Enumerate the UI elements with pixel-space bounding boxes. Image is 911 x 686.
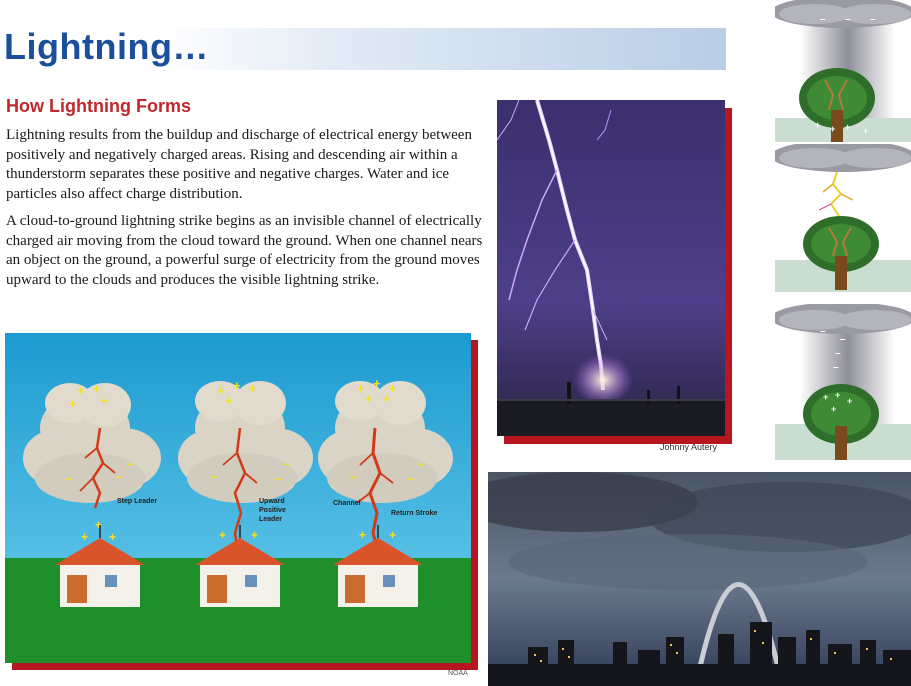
svg-text:+: + — [100, 393, 108, 408]
svg-text:+: + — [845, 122, 851, 132]
label-return-stroke: Return Stroke — [391, 510, 438, 517]
paragraph-charge-buildup: Lightning results from the buildup and discharge of electrical energy between positively and negatively charged areas. Rising and descending air within a thunderstorm separates these positive and negative charges. Water and ice particles also affect charge distribution. — [6, 127, 472, 202]
svg-text:–: – — [833, 362, 839, 373]
svg-text:–: – — [350, 469, 358, 484]
svg-text:+: + — [81, 530, 89, 544]
svg-text:+: + — [389, 528, 397, 542]
section-heading: How Lightning Forms — [6, 96, 191, 116]
svg-text:+: + — [365, 391, 373, 406]
svg-text:+: + — [389, 381, 397, 396]
svg-text:+: + — [95, 518, 103, 532]
city-storm-graphic — [488, 472, 911, 686]
svg-text:+: + — [77, 383, 85, 398]
svg-text:+: + — [831, 404, 837, 414]
svg-text:+: + — [251, 528, 259, 542]
svg-text:–: – — [283, 456, 291, 471]
side-panel-3-graphic — [775, 304, 911, 460]
svg-text:+: + — [217, 383, 225, 398]
lightning-photo — [497, 100, 725, 436]
svg-text:–: – — [820, 326, 826, 337]
svg-text:+: + — [249, 381, 257, 396]
svg-text:–: – — [275, 471, 283, 486]
svg-text:–: – — [835, 348, 841, 359]
svg-text:+: + — [225, 393, 233, 408]
svg-text:+: + — [847, 396, 853, 406]
svg-text:+: + — [863, 126, 869, 136]
svg-text:+: + — [373, 376, 381, 391]
svg-text:–: – — [870, 14, 876, 25]
lightning-formation-diagram — [5, 333, 471, 663]
svg-text:+: + — [69, 396, 77, 411]
svg-text:+: + — [359, 528, 367, 542]
side-panel-charge-separation — [775, 0, 911, 142]
svg-text:+: + — [357, 381, 365, 396]
svg-text:+: + — [823, 392, 829, 402]
diagram-graphic — [5, 333, 471, 663]
svg-text:–: – — [845, 14, 851, 25]
svg-text:+: + — [835, 390, 841, 400]
svg-text:+: + — [219, 528, 227, 542]
paragraph-strike-process: A cloud-to-ground lightning strike begins as an invisible channel of electrically charged air moving from the cloud toward the ground. When one channel nears an object on the ground, a powerful surge of electricity from the ground moves upward to the clouds and produces the visible lightning strike. — [6, 213, 483, 288]
label-step-leader: Step Leader — [117, 498, 158, 505]
photo-credit: Johnny Autery — [660, 442, 718, 452]
svg-text:+: + — [109, 530, 117, 544]
label-upward-2: Positive — [259, 507, 286, 514]
label-upward-1: Upward — [259, 498, 285, 505]
svg-text:–: – — [407, 471, 415, 486]
svg-text:–: – — [127, 456, 135, 471]
svg-text:–: – — [840, 334, 846, 345]
side-panel-2-graphic — [775, 144, 911, 292]
svg-text:+: + — [93, 381, 101, 396]
label-channel: Channel — [333, 500, 361, 507]
svg-text:–: – — [210, 469, 218, 484]
svg-text:+: + — [815, 120, 821, 130]
lightning-photo-graphic — [497, 100, 725, 436]
svg-text:–: – — [820, 14, 826, 25]
page-title: Lightning… — [4, 26, 209, 67]
svg-text:+: + — [383, 391, 391, 406]
svg-text:–: – — [115, 469, 123, 484]
svg-text:+: + — [233, 378, 241, 393]
svg-text:–: – — [65, 471, 73, 486]
side-panel-1-graphic — [775, 0, 911, 142]
side-panel-return-stroke — [775, 304, 911, 460]
svg-text:+: + — [830, 124, 836, 134]
city-storm-photo — [488, 472, 911, 686]
svg-text:–: – — [417, 456, 425, 471]
diagram-credit: NOAA — [448, 670, 468, 677]
label-upward-3: Leader — [259, 516, 282, 523]
side-panel-leader — [775, 144, 911, 292]
